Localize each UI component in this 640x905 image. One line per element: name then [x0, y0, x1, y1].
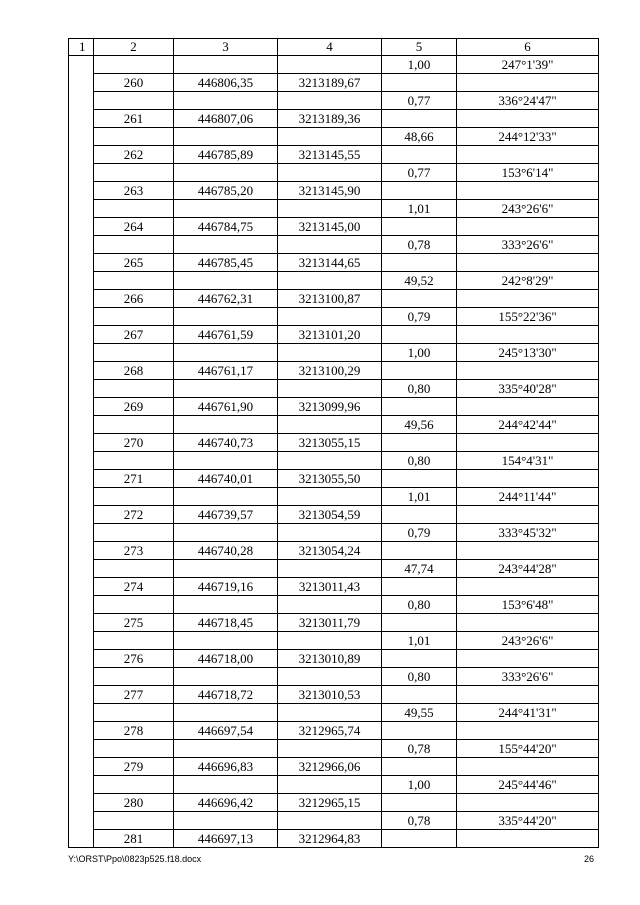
x-coordinate: 446718,45 [174, 614, 278, 632]
y-coordinate: 3213011,79 [278, 614, 382, 632]
angle-cell [457, 254, 599, 272]
point-number: 275 [94, 614, 174, 632]
x-coordinate: 446697,54 [174, 722, 278, 740]
point-number [94, 740, 174, 758]
angle-cell [457, 722, 599, 740]
segment-length: 0,80 [382, 452, 457, 470]
direction-angle: 242°8'29" [457, 272, 599, 290]
y-coordinate: 3213010,53 [278, 686, 382, 704]
y-coordinate [278, 380, 382, 398]
length-cell [382, 830, 457, 848]
point-row [69, 398, 599, 416]
angle-cell [457, 542, 599, 560]
length-cell [382, 542, 457, 560]
point-row [69, 758, 599, 776]
point-number [94, 56, 174, 74]
point-number [94, 452, 174, 470]
x-coordinate [174, 524, 278, 542]
point-number: 279 [94, 758, 174, 776]
x-coordinate: 446806,35 [174, 74, 278, 92]
point-row [69, 506, 599, 524]
point-number [94, 596, 174, 614]
point-number [94, 380, 174, 398]
angle-cell [457, 218, 599, 236]
segment-row [69, 776, 599, 794]
coordinates-table-body [69, 39, 599, 848]
segment-length: 1,01 [382, 200, 457, 218]
x-coordinate [174, 236, 278, 254]
y-coordinate: 3213054,24 [278, 542, 382, 560]
point-number [94, 164, 174, 182]
point-number [94, 236, 174, 254]
coordinates-table [68, 38, 599, 848]
point-number [94, 632, 174, 650]
header-col-5: 5 [382, 39, 457, 56]
point-number [94, 308, 174, 326]
angle-cell [457, 686, 599, 704]
y-coordinate: 3213145,00 [278, 218, 382, 236]
y-coordinate [278, 92, 382, 110]
segment-row [69, 416, 599, 434]
point-row [69, 254, 599, 272]
point-row [69, 794, 599, 812]
x-coordinate [174, 128, 278, 146]
direction-angle: 335°40'28" [457, 380, 599, 398]
point-number [94, 704, 174, 722]
point-number [94, 812, 174, 830]
point-row [69, 362, 599, 380]
header-col-3: 3 [174, 39, 278, 56]
y-coordinate [278, 128, 382, 146]
segment-length: 1,01 [382, 632, 457, 650]
point-number: 281 [94, 830, 174, 848]
point-row [69, 830, 599, 848]
length-cell [382, 362, 457, 380]
segment-length: 0,78 [382, 812, 457, 830]
x-coordinate [174, 92, 278, 110]
length-cell [382, 254, 457, 272]
angle-cell [457, 146, 599, 164]
x-coordinate [174, 272, 278, 290]
length-cell [382, 74, 457, 92]
y-coordinate: 3213054,59 [278, 506, 382, 524]
y-coordinate [278, 56, 382, 74]
y-coordinate [278, 740, 382, 758]
y-coordinate [278, 596, 382, 614]
point-row [69, 686, 599, 704]
y-coordinate: 3213055,15 [278, 434, 382, 452]
length-cell [382, 398, 457, 416]
y-coordinate [278, 452, 382, 470]
point-number: 269 [94, 398, 174, 416]
x-coordinate: 446719,16 [174, 578, 278, 596]
segment-length: 1,00 [382, 344, 457, 362]
point-number: 264 [94, 218, 174, 236]
direction-angle: 243°26'6" [457, 200, 599, 218]
x-coordinate [174, 776, 278, 794]
segment-row [69, 200, 599, 218]
segment-row [69, 596, 599, 614]
x-coordinate [174, 380, 278, 398]
point-row [69, 182, 599, 200]
direction-angle: 153°6'14" [457, 164, 599, 182]
y-coordinate: 3213011,43 [278, 578, 382, 596]
point-row [69, 614, 599, 632]
segment-row [69, 380, 599, 398]
segment-row [69, 452, 599, 470]
length-cell [382, 110, 457, 128]
point-row [69, 218, 599, 236]
point-number: 260 [94, 74, 174, 92]
footer-page-number: 26 [583, 854, 594, 864]
x-coordinate [174, 704, 278, 722]
point-number [94, 92, 174, 110]
y-coordinate: 3213189,67 [278, 74, 382, 92]
segment-length: 49,55 [382, 704, 457, 722]
point-number: 261 [94, 110, 174, 128]
x-coordinate: 446761,59 [174, 326, 278, 344]
point-row [69, 434, 599, 452]
x-coordinate [174, 452, 278, 470]
segment-row [69, 560, 599, 578]
x-coordinate [174, 560, 278, 578]
y-coordinate [278, 416, 382, 434]
footer-file-path: Y:\ORST\Ppo\0823p525.f18.docx [68, 854, 202, 864]
direction-angle: 335°44'20" [457, 812, 599, 830]
length-cell [382, 470, 457, 488]
segment-row [69, 56, 599, 74]
y-coordinate: 3212965,15 [278, 794, 382, 812]
header-row [69, 39, 599, 56]
length-cell [382, 182, 457, 200]
segment-length: 0,80 [382, 380, 457, 398]
segment-row [69, 812, 599, 830]
segment-row [69, 272, 599, 290]
segment-length: 0,78 [382, 236, 457, 254]
direction-angle: 244°41'31" [457, 704, 599, 722]
segment-length: 48,66 [382, 128, 457, 146]
x-coordinate: 446762,31 [174, 290, 278, 308]
y-coordinate: 3213055,50 [278, 470, 382, 488]
segment-row [69, 344, 599, 362]
direction-angle: 245°13'30" [457, 344, 599, 362]
length-cell [382, 758, 457, 776]
x-coordinate [174, 668, 278, 686]
x-coordinate [174, 740, 278, 758]
segment-row [69, 128, 599, 146]
direction-angle: 244°12'33" [457, 128, 599, 146]
segment-length: 49,56 [382, 416, 457, 434]
direction-angle: 247°1'39" [457, 56, 599, 74]
y-coordinate: 3213100,87 [278, 290, 382, 308]
direction-angle: 336°24'47" [457, 92, 599, 110]
y-coordinate [278, 560, 382, 578]
x-coordinate: 446784,75 [174, 218, 278, 236]
direction-angle: 243°26'6" [457, 632, 599, 650]
y-coordinate: 3213145,90 [278, 182, 382, 200]
segment-length: 0,80 [382, 668, 457, 686]
segment-row [69, 236, 599, 254]
point-number [94, 524, 174, 542]
angle-cell [457, 326, 599, 344]
length-cell [382, 794, 457, 812]
x-coordinate: 446718,72 [174, 686, 278, 704]
point-row [69, 110, 599, 128]
angle-cell [457, 74, 599, 92]
y-coordinate [278, 488, 382, 506]
point-number [94, 488, 174, 506]
point-number: 280 [94, 794, 174, 812]
angle-cell [457, 470, 599, 488]
point-row [69, 470, 599, 488]
point-number: 276 [94, 650, 174, 668]
segment-length: 47,74 [382, 560, 457, 578]
segment-length: 0,77 [382, 164, 457, 182]
length-cell [382, 578, 457, 596]
x-coordinate [174, 632, 278, 650]
x-coordinate [174, 56, 278, 74]
point-number: 262 [94, 146, 174, 164]
direction-angle: 245°44'46" [457, 776, 599, 794]
y-coordinate: 3212966,06 [278, 758, 382, 776]
point-number: 272 [94, 506, 174, 524]
x-coordinate [174, 308, 278, 326]
x-coordinate: 446807,06 [174, 110, 278, 128]
length-cell [382, 650, 457, 668]
direction-angle: 155°22'36" [457, 308, 599, 326]
segment-row [69, 740, 599, 758]
x-coordinate [174, 416, 278, 434]
length-cell [382, 686, 457, 704]
header-col-4: 4 [278, 39, 382, 56]
x-coordinate: 446785,45 [174, 254, 278, 272]
angle-cell [457, 290, 599, 308]
x-coordinate [174, 164, 278, 182]
y-coordinate [278, 776, 382, 794]
point-row [69, 74, 599, 92]
point-number [94, 128, 174, 146]
point-number: 267 [94, 326, 174, 344]
length-cell [382, 722, 457, 740]
point-number: 278 [94, 722, 174, 740]
segment-row [69, 488, 599, 506]
angle-cell [457, 110, 599, 128]
y-coordinate [278, 308, 382, 326]
length-cell [382, 434, 457, 452]
direction-angle: 333°26'6" [457, 236, 599, 254]
direction-angle: 153°6'48" [457, 596, 599, 614]
angle-cell [457, 578, 599, 596]
y-coordinate [278, 200, 382, 218]
segment-row [69, 524, 599, 542]
segment-row [69, 668, 599, 686]
y-coordinate: 3213010,89 [278, 650, 382, 668]
x-coordinate: 446739,57 [174, 506, 278, 524]
x-coordinate: 446740,01 [174, 470, 278, 488]
point-row [69, 650, 599, 668]
y-coordinate [278, 272, 382, 290]
x-coordinate [174, 344, 278, 362]
x-coordinate: 446696,83 [174, 758, 278, 776]
segment-row [69, 632, 599, 650]
segment-length: 49,52 [382, 272, 457, 290]
direction-angle: 333°45'32" [457, 524, 599, 542]
y-coordinate [278, 632, 382, 650]
y-coordinate: 3213099,96 [278, 398, 382, 416]
point-row [69, 542, 599, 560]
direction-angle: 333°26'6" [457, 668, 599, 686]
length-cell [382, 614, 457, 632]
angle-cell [457, 434, 599, 452]
point-row [69, 326, 599, 344]
x-coordinate: 446740,28 [174, 542, 278, 560]
segment-length: 0,78 [382, 740, 457, 758]
y-coordinate: 3212964,83 [278, 830, 382, 848]
length-cell [382, 326, 457, 344]
point-number: 277 [94, 686, 174, 704]
length-cell [382, 218, 457, 236]
direction-angle: 244°11'44" [457, 488, 599, 506]
angle-cell [457, 398, 599, 416]
x-coordinate: 446785,20 [174, 182, 278, 200]
x-coordinate: 446697,13 [174, 830, 278, 848]
segment-length: 1,01 [382, 488, 457, 506]
y-coordinate: 3213189,36 [278, 110, 382, 128]
segment-length: 0,79 [382, 308, 457, 326]
y-coordinate [278, 812, 382, 830]
segment-row [69, 92, 599, 110]
x-coordinate: 446761,17 [174, 362, 278, 380]
y-coordinate [278, 668, 382, 686]
point-number [94, 560, 174, 578]
y-coordinate: 3212965,74 [278, 722, 382, 740]
point-number: 274 [94, 578, 174, 596]
x-coordinate: 446718,00 [174, 650, 278, 668]
y-coordinate: 3213145,55 [278, 146, 382, 164]
segment-length: 0,77 [382, 92, 457, 110]
point-number [94, 272, 174, 290]
segment-length: 0,80 [382, 596, 457, 614]
direction-angle: 243°44'28" [457, 560, 599, 578]
segment-row [69, 308, 599, 326]
segment-length: 1,00 [382, 56, 457, 74]
segment-length: 1,00 [382, 776, 457, 794]
y-coordinate [278, 344, 382, 362]
point-row [69, 290, 599, 308]
angle-cell [457, 182, 599, 200]
y-coordinate: 3213100,29 [278, 362, 382, 380]
header-col-6: 6 [457, 39, 599, 56]
angle-cell [457, 758, 599, 776]
y-coordinate [278, 704, 382, 722]
angle-cell [457, 506, 599, 524]
point-number: 263 [94, 182, 174, 200]
y-coordinate [278, 164, 382, 182]
y-coordinate [278, 236, 382, 254]
angle-cell [457, 614, 599, 632]
angle-cell [457, 830, 599, 848]
point-number [94, 668, 174, 686]
header-col-2: 2 [94, 39, 174, 56]
point-number [94, 200, 174, 218]
angle-cell [457, 650, 599, 668]
x-coordinate: 446785,89 [174, 146, 278, 164]
point-number: 270 [94, 434, 174, 452]
point-row [69, 146, 599, 164]
point-row [69, 722, 599, 740]
point-number [94, 344, 174, 362]
segment-row [69, 704, 599, 722]
x-coordinate [174, 488, 278, 506]
segment-length: 0,79 [382, 524, 457, 542]
y-coordinate: 3213144,65 [278, 254, 382, 272]
point-number: 266 [94, 290, 174, 308]
y-coordinate: 3213101,20 [278, 326, 382, 344]
x-coordinate: 446740,73 [174, 434, 278, 452]
x-coordinate [174, 812, 278, 830]
point-number: 271 [94, 470, 174, 488]
merged-column-1 [69, 56, 94, 848]
point-number [94, 416, 174, 434]
point-row [69, 578, 599, 596]
x-coordinate [174, 596, 278, 614]
x-coordinate: 446696,42 [174, 794, 278, 812]
direction-angle: 154°4'31" [457, 452, 599, 470]
x-coordinate [174, 200, 278, 218]
length-cell [382, 506, 457, 524]
y-coordinate [278, 524, 382, 542]
direction-angle: 155°44'20" [457, 740, 599, 758]
length-cell [382, 290, 457, 308]
segment-row [69, 164, 599, 182]
direction-angle: 244°42'44" [457, 416, 599, 434]
angle-cell [457, 794, 599, 812]
angle-cell [457, 362, 599, 380]
header-col-1: 1 [69, 39, 94, 56]
point-number [94, 776, 174, 794]
point-number: 268 [94, 362, 174, 380]
point-number: 273 [94, 542, 174, 560]
x-coordinate: 446761,90 [174, 398, 278, 416]
length-cell [382, 146, 457, 164]
point-number: 265 [94, 254, 174, 272]
